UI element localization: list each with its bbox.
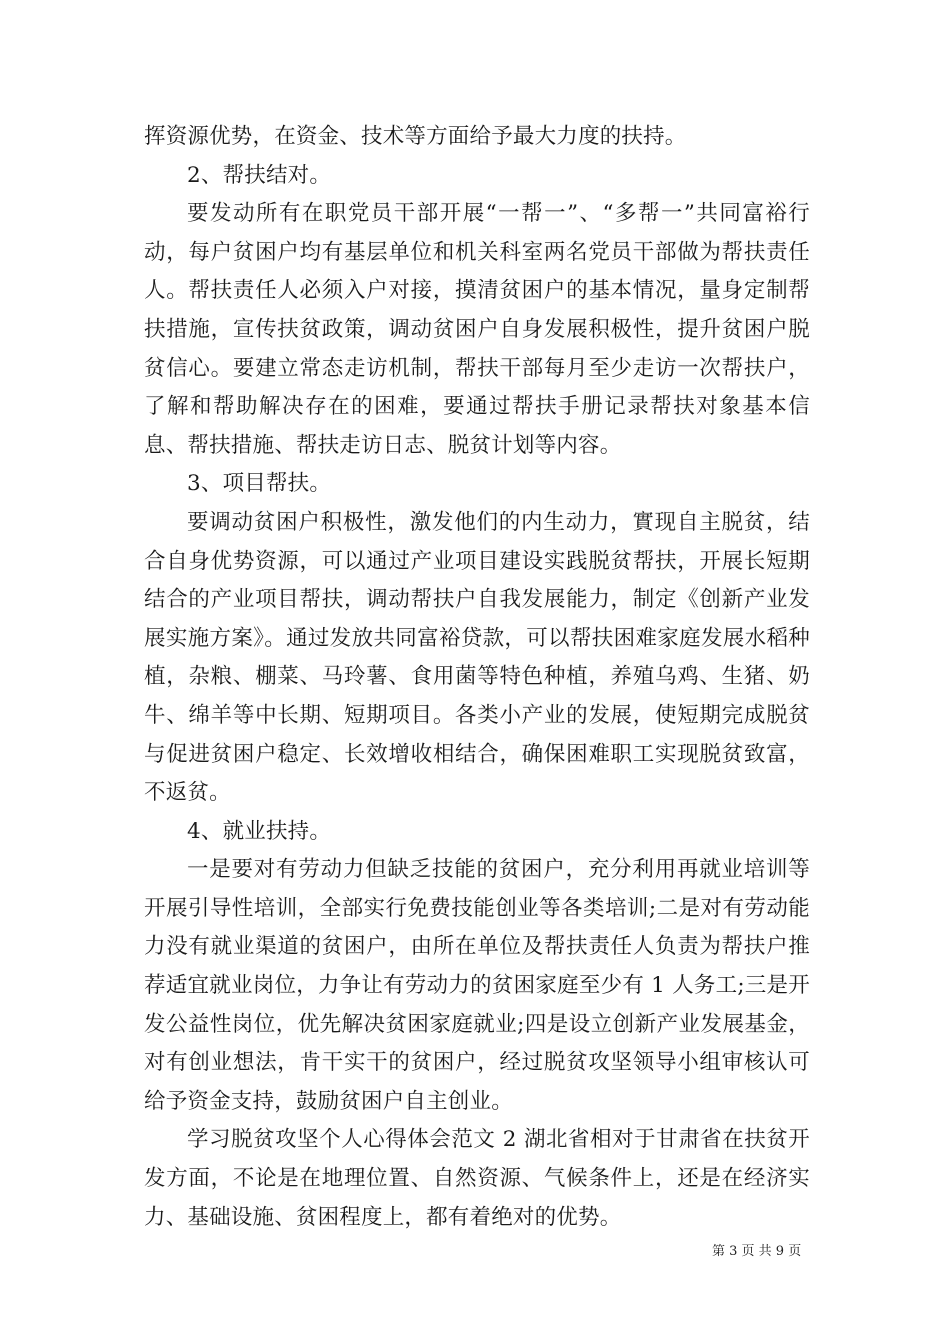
section-heading-employment: 4、就业扶持。: [187, 818, 332, 844]
section-heading-pairing: 2、帮扶结对。: [187, 162, 332, 188]
paragraph-employment-body: 一是要对有劳动力但缺乏技能的贫困户，充分利用再就业培训等开展引导性培训，全部实行免费技能创业等各类培训;二是对有劳动能力没有就业渠道的贫困户，由所在单位及帮扶责任人负责为帮扶户推荐适宜就业岗位，力争让有劳动力的贫困家庭至少有 1 人务工;三是开发公益性岗位，优先解决贫困家庭就业;四是设立创新产业发展基金，对有创业想法，肯干实干的贫困户，经过脱贫攻坚领导小组审核认可给予资金支持，鼓励贫困户自主创业。: [144, 857, 810, 1114]
paragraph-continuation: 挥资源优势，在资金、技术等方面给予最大力度的扶持。: [144, 124, 687, 149]
page-number-footer: 第 3 页 共 9 页: [712, 1244, 802, 1259]
paragraph-project-body: 要调动贫困户积极性，激发他们的内生动力，實现自主脱贫，结合自身优势资源，可以通过产业项目建设实践脱贫帮扶，开展长短期结合的产业项目帮扶，调动帮扶户自我发展能力，制定《创新产业发展实施方案》。通过发放共同富裕贷款，可以帮扶困难家庭发展水稻种植，杂粮、棚菜、马玲薯、食用菌等特色种植，养殖乌鸡、生猪、奶牛、绵羊等中长期、短期项目。各类小产业的发展，使短期完成脱贫与促进贫困户稳定、长效增收相结合，确保困难职工实现脱贫致富，不返贫。: [144, 509, 810, 806]
paragraph-pairing-body: 要发动所有在职党员干部开展“一帮一”、“多帮一”共同富裕行动，每户贫困户均有基层单位和机关科室两名党员干部做为帮扶责任人。帮扶责任人必须入户对接，摸清贫困户的基本情况，量身定制帮扶措施，宣传扶贫政策，调动贫困户自身发展积极性，提升贫困户脱贫信心。要建立常态走访机制，帮扶干部每月至少走访一次帮扶户，了解和帮助解决存在的困难，要通过帮扶手册记录帮扶对象基本信息、帮扶措施、帮扶走访日志、脱贫计划等内容。: [144, 201, 810, 458]
section-heading-project: 3、项目帮扶。: [187, 471, 332, 497]
paragraph-essay-2-intro: 学习脱贫攻坚个人心得体会范文 2 湖北省相对于甘肃省在扶贫开发方面，不论是在地理位置、自然资源、气候条件上，还是在经济实力、基础设施、贫困程度上，都有着绝对的优势。: [144, 1127, 810, 1230]
page-body: [144, 118, 810, 1237]
